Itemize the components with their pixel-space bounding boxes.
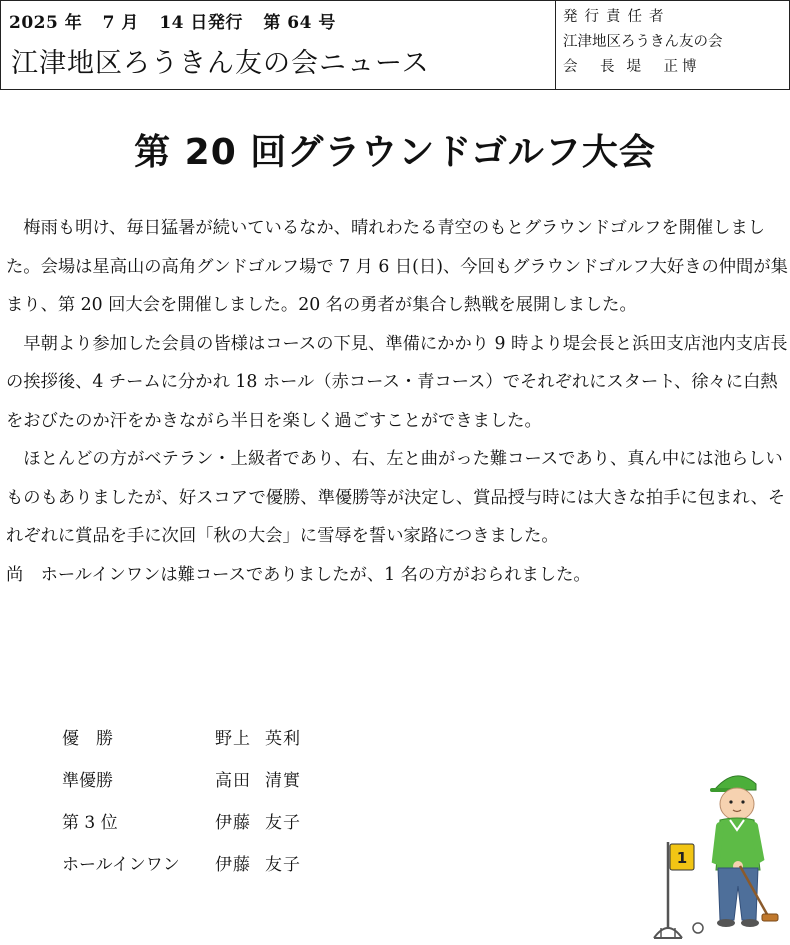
publisher-person (563, 55, 785, 80)
result-name (215, 847, 301, 883)
player-figure (710, 776, 778, 927)
hole-post-icon (654, 928, 682, 938)
paragraph-note: 尚 ホールインワンは難コースでありましたが、1 名の方がおられました。 (6, 564, 591, 585)
event-title: 第 20 回グラウンドゴルフ大会 (134, 132, 656, 173)
issue-date: 14 日発行 (159, 13, 243, 33)
publisher-label: 発行責任者 (563, 9, 671, 25)
result-label: 第 3 位 (62, 813, 118, 833)
winner-surname: 伊藤 (215, 813, 251, 833)
winner-surname: 伊藤 (215, 855, 251, 875)
result-label: 準優勝 (62, 771, 113, 791)
winner-given-name: 清實 (265, 771, 301, 791)
publisher-org: 江津地区ろうきん友の会 (563, 34, 723, 50)
issue-month: 7 月 (102, 13, 139, 33)
header-left-panel (1, 1, 556, 89)
result-name (215, 763, 301, 799)
issue-line (9, 8, 350, 33)
article-body (6, 209, 788, 594)
ball-icon (693, 923, 703, 933)
issue-year: 2025 年 (9, 13, 83, 33)
winner-surname: 野上 (215, 729, 251, 749)
result-name (215, 721, 301, 757)
winner-given-name: 友子 (265, 813, 301, 833)
paragraph: ほとんどの方がベテラン・上級者であり、右、左と曲がった難コースであり、真ん中には池らしいものもありましたが、好スコアで優勝、準優勝等が決定し、賞品授与時には大きな拍手に包まれ、それぞれに賞品を手に次回「秋の大会」に雪辱を誓い家路につきました。 (6, 449, 786, 546)
issue-number: 第 64 号 (263, 13, 336, 33)
result-label: ホールインワン (62, 855, 180, 875)
result-label: 優 勝 (62, 729, 113, 749)
paragraph: 早朝より参加した会員の皆様はコースの下見、準備にかかり 9 時より堤会長と浜田支店池内支店長の挨拶後、4 チームに分かれ 18 ホール（赤コース・青コース）でそれぞれにスタート、徐々に白熱をおびたのか汗をかきながら半日を楽しく過ごすことができました。 (6, 333, 788, 431)
ground-golf-player-illustration (640, 760, 790, 945)
flag-number: 1 (676, 849, 688, 867)
publisher-name: 堤 正博 (626, 59, 701, 75)
winner-given-name: 英利 (265, 729, 301, 749)
newsletter-header (0, 0, 790, 90)
winner-given-name: 友子 (265, 855, 301, 875)
publisher-role: 会 長 (563, 59, 619, 75)
result-name (215, 805, 301, 841)
paragraph: 梅雨も明け、毎日猛暑が続いているなか、晴れわたる青空のもとグラウンドゴルフを開催しました。会場は星高山の高角グンドゴルフ場で 7 月 6 日(日)、今回もグラウンドゴルフ大好きの仲間が集まり、第 20 回大会を開催しました。20 名の勇者が集合し熱戦を展開しました。 (6, 218, 788, 315)
publisher-block (563, 1, 785, 93)
newsletter-title: 江津地区ろうきん友の会ニュース (11, 48, 430, 79)
winner-surname: 高田 (215, 771, 251, 791)
